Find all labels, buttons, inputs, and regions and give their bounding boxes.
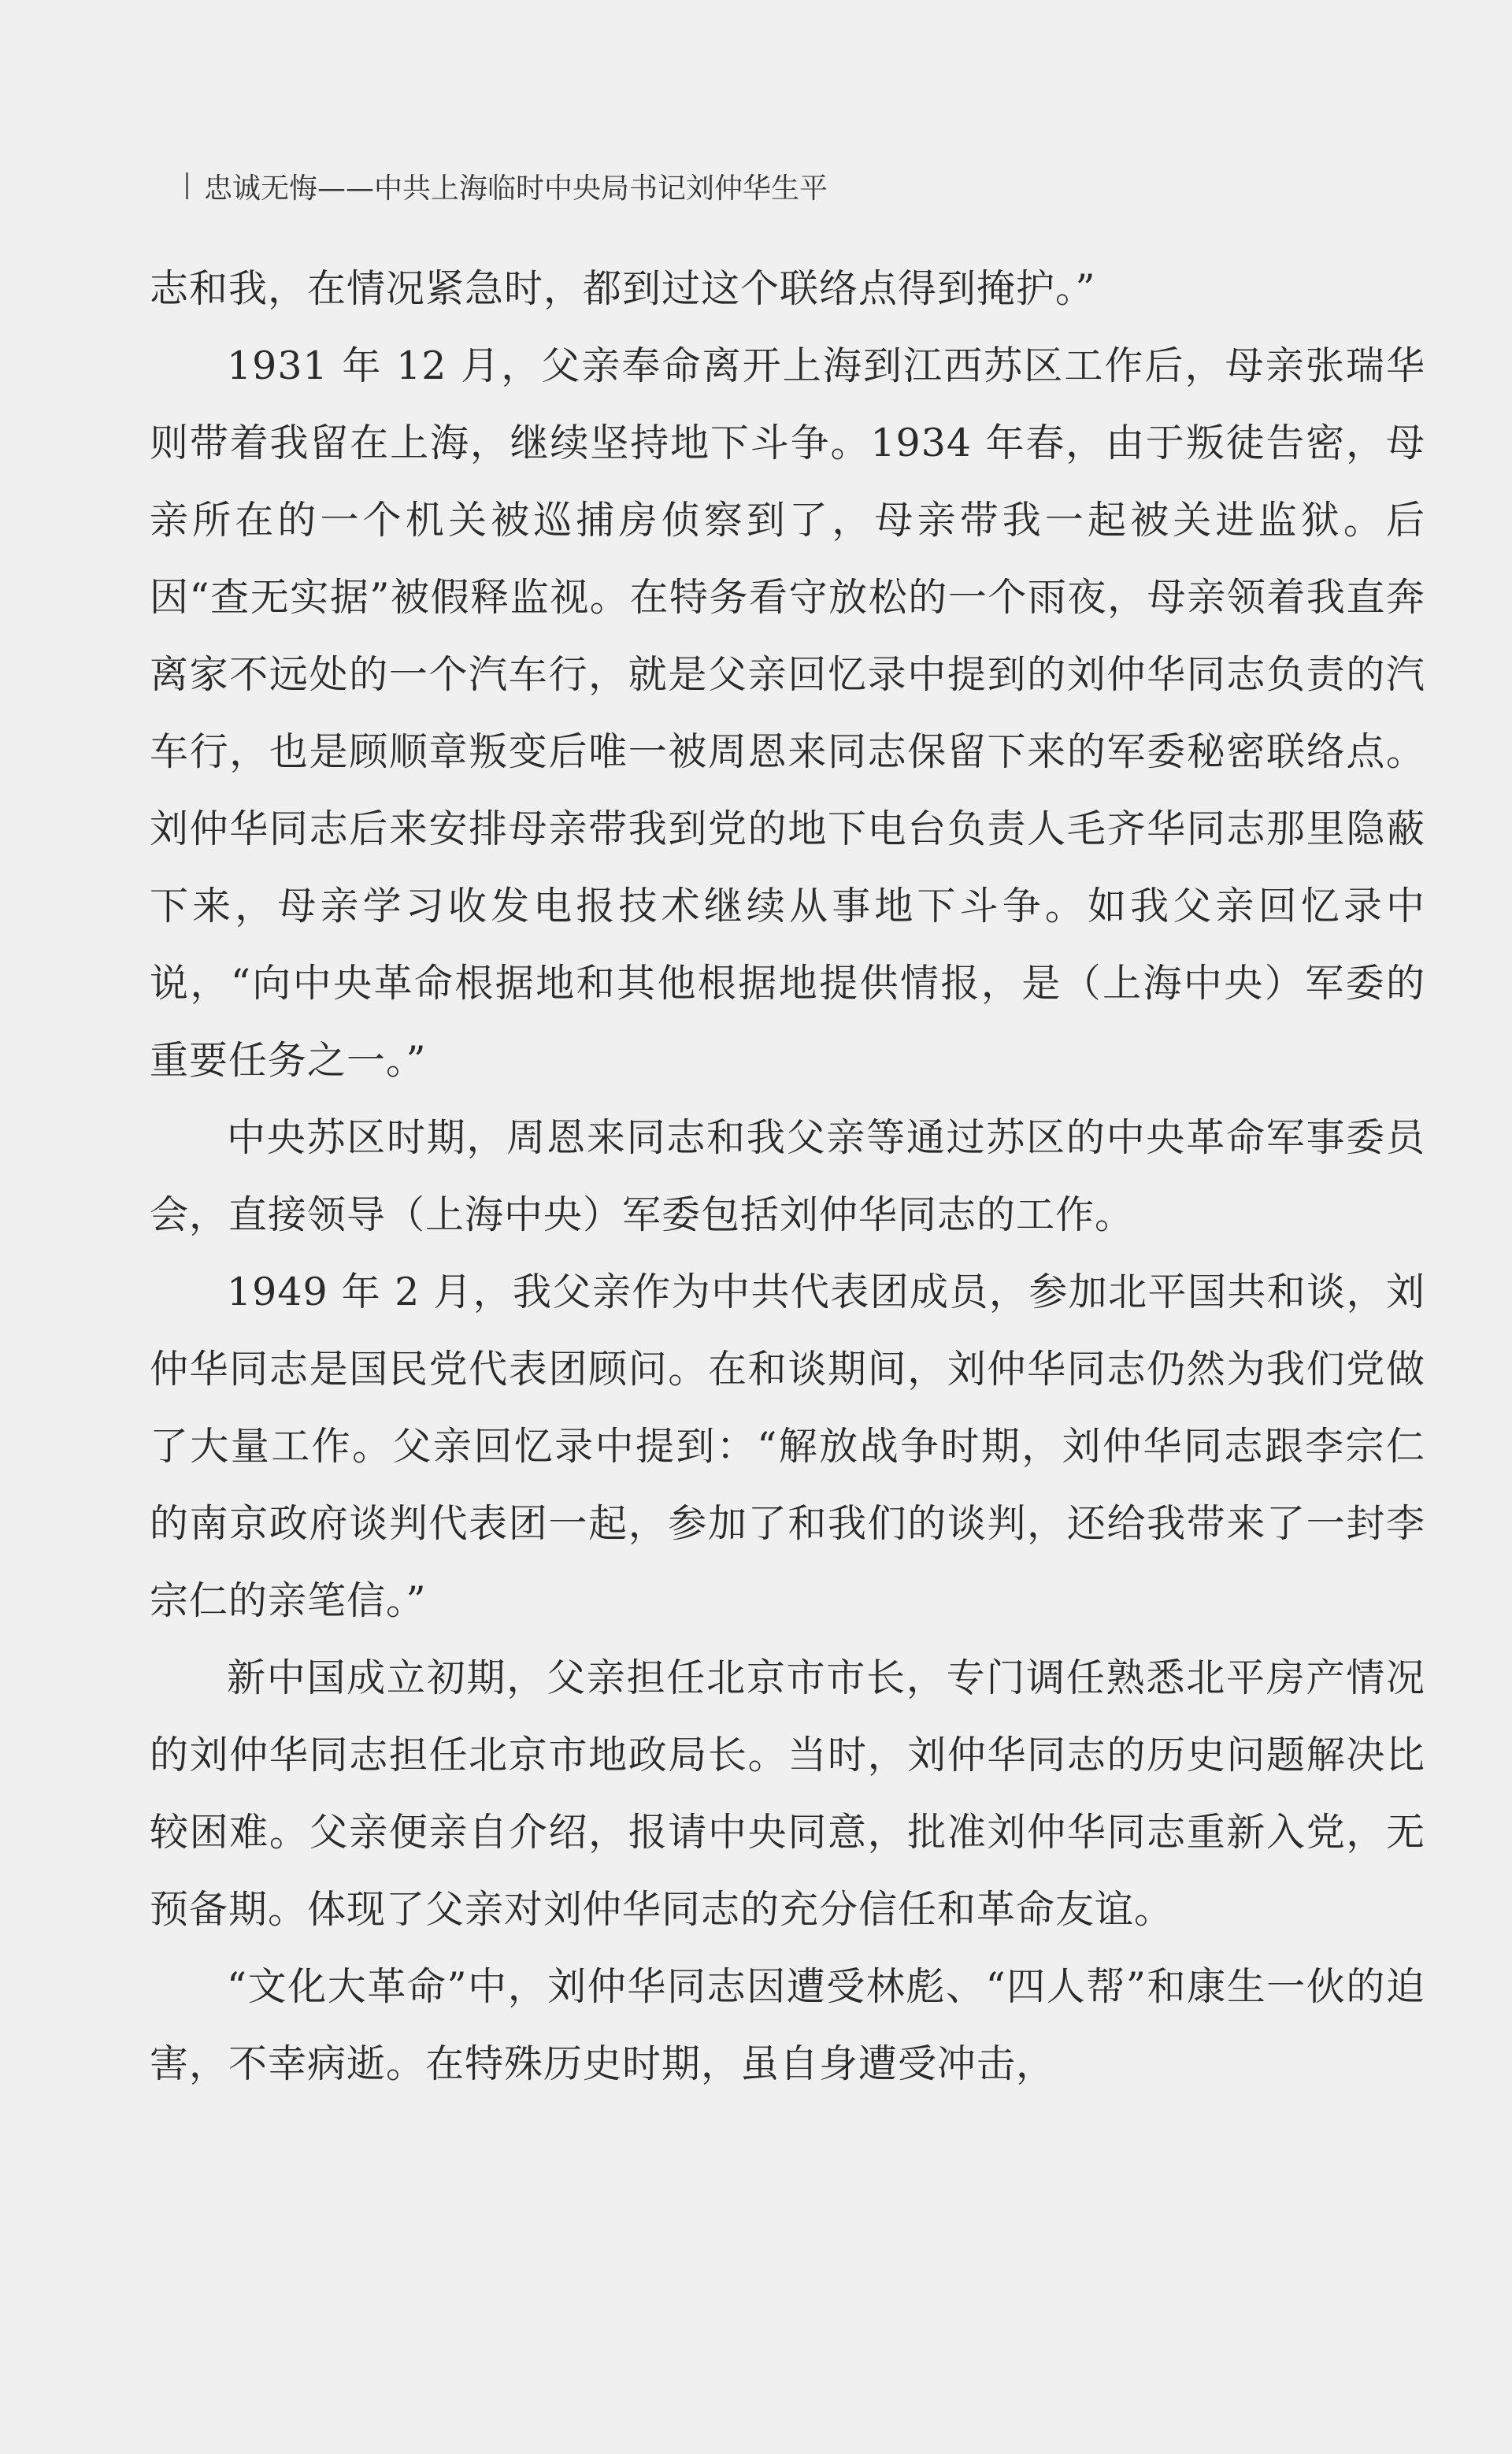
paragraph: 1931 年 12 月，父亲奉命离开上海到江西苏区工作后，母亲张瑞华则带着我留在上海，继续坚持地下斗争。1934 年春，由于叛徒告密，母亲所在的一个机关被巡捕房侦察到了，母亲带我一起被关进监狱。后因“查无实据”被假释监视。在特务看守放松的一个雨夜，母亲领着我直奔离家不远处的一个汽车行，就是父亲回忆录中提到的刘仲华同志负责的汽车行，也是顾顺章叛变后唯一被周恩来同志保留下来的军委秘密联络点。刘仲华同志后来安排母亲带我到党的地下电台负责人毛齐华同志那里隐蔽下来，母亲学习收发电报技术继续从事地下斗争。如我父亲回忆录中说，“向中央革命根据地和其他根据地提供情报，是（上海中央）军委的重要任务之一。” — [150, 343, 1425, 1083]
paragraph: “文化大革命”中，刘仲华同志因遭受林彪、“四人帮”和康生一伙的迫害，不幸病逝。在特殊历史时期，虽自身遭受冲击， — [150, 1964, 1425, 2086]
running-header — [186, 167, 828, 205]
paragraph: 中央苏区时期，周恩来同志和我父亲等通过苏区的中央革命军事委员会，直接领导（上海中央）军委包括刘仲华同志的工作。 — [150, 1115, 1425, 1237]
paragraph-continuation: 志和我，在情况紧急时，都到过这个联络点得到掩护。” — [150, 266, 1096, 311]
paragraph: 新中国成立初期，父亲担任北京市市长，专门调任熟悉北平房产情况的刘仲华同志担任北京市地政局长。当时，刘仲华同志的历史问题解决比较困难。父亲便亲自介绍，报请中央同意，批准刘仲华同志重新入党，无预备期。体现了父亲对刘仲华同志的充分信任和革命友谊。 — [150, 1655, 1425, 1932]
body-text — [150, 250, 1425, 2103]
header-divider — [186, 172, 188, 199]
header-title: 忠诚无悔——中共上海临时中央局书记刘仲华生平 — [204, 172, 828, 205]
paragraph: 1949 年 2 月，我父亲作为中共代表团成员，参加北平国共和谈，刘仲华同志是国民党代表团顾问。在和谈期间，刘仲华同志仍然为我们党做了大量工作。父亲回忆录中提到：“解放战争时期，刘仲华同志跟李宗仁的南京政府谈判代表团一起，参加了和我们的谈判，还给我带来了一封李宗仁的亲笔信。” — [150, 1270, 1425, 1623]
